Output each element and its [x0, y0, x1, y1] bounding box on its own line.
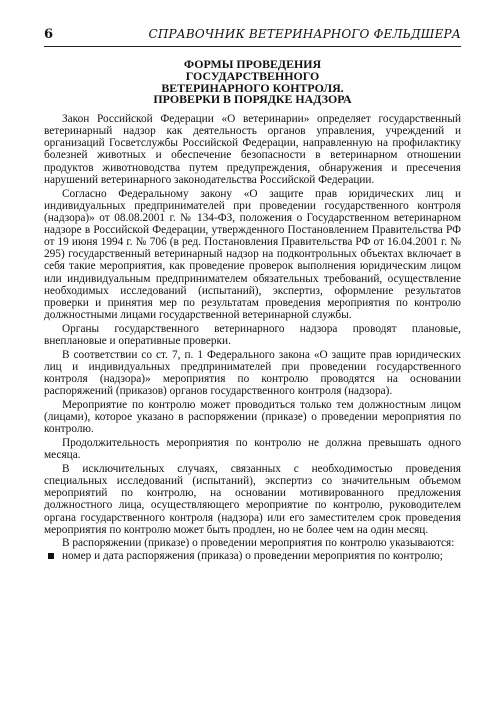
bullet-list [44, 550, 461, 562]
header-rule [44, 46, 461, 47]
paragraph: Мероприятие по контролю может проводиться только тем должностным лицом (лицами), которое указано в распоряжении (приказе) о проведении мероприятия по контролю. [44, 398, 461, 436]
paragraph: Продолжительность мероприятия по контролю не должна превышать одного месяца. [44, 437, 461, 462]
section-title-line: ФОРМЫ ПРОВЕДЕНИЯ [183, 57, 322, 71]
section-title-line: ГОСУДАРСТВЕННОГО [185, 68, 320, 83]
section-title-line: ПРОВЕРКИ В ПОРЯДКЕ НАДЗОРА [153, 92, 352, 107]
bullet-text: номер и дата распоряжения (приказа) о проведении мероприятия по контролю; [62, 549, 443, 562]
paragraph: Закон Российской Федерации «О ветеринарии» определяет государственный ветеринарный надзор как деятельность органов управления, учреждений и организаций Госветслужбы Российской Федерации, направленную на профилактику болезней животных и обеспечение безопасности в ветеринарном отношении продуктов животноводства путем предупреждения, обнаружения и пресечения нарушений ветеринарного законодательства Российской Федерации. [44, 113, 461, 186]
body-text [44, 113, 461, 562]
paragraph: Согласно Федеральному закону «О защите прав юридических лиц и индивидуальных предпринимателей при проведении государственного контроля (надзора)» от 08.08.2001 г. № 134-ФЗ, положения о Государственном ветеринарном надзоре в Российской Федерации, утвержденного Постановлением Правительства РФ от 19 июня 1994 г. № 706 (в ред. Постановления Правительства РФ от 16.04.2001 г. № 295) государственный ветеринарный надзор на подконтрольных объектах включает в себя такие мероприятия, как проведение проверок выполнения юридическим лицом или индивидуальным предпринимателем обязательных требований, осуществление необходимых исследований (испытаний), экспертиз, оформление результатов проверки и принятия мер по результатам проведения мероприятия по контролю должностными лицами государственной ветеринарной службы. [44, 187, 461, 322]
running-title: СПРАВОЧНИК ВЕТЕРИНАРНОГО ФЕЛЬДШЕРА [148, 27, 461, 41]
bullet-item [44, 550, 461, 562]
page-header [44, 26, 461, 43]
square-bullet-icon [48, 553, 54, 559]
section-title [44, 59, 461, 106]
paragraph: В распоряжении (приказе) о проведении мероприятия по контролю указываются: [62, 537, 455, 550]
page-number: 6 [44, 27, 54, 42]
paragraph: Органы государственного ветеринарного надзора проводят плановые, внеплановые и оперативные проверки. [44, 322, 461, 347]
paragraph: В соответствии со ст. 7, п. 1 Федерального закона «О защите прав юридических лиц и индивидуальных предпринимателей при проведении государственного контроля (надзора)» мероприятия по контролю проводятся на основании распоряжений (приказов) органов государственного контроля (надзора). [44, 348, 461, 398]
paragraph: В исключительных случаях, связанных с необходимостью проведения специальных исследований (испытаний), экспертиз со значительным объемом мероприятий по контролю, на основании мотивированного предложения должностного лица, осуществляющего мероприятие по контролю, руководителем органа государственного контроля (надзора) или его заместителем срок проведения мероприятия по контролю может быть продлен, но не более чем на один месяц. [44, 462, 461, 536]
section-title-line: ВЕТЕРИНАРНОГО КОНТРОЛЯ. [161, 80, 344, 95]
